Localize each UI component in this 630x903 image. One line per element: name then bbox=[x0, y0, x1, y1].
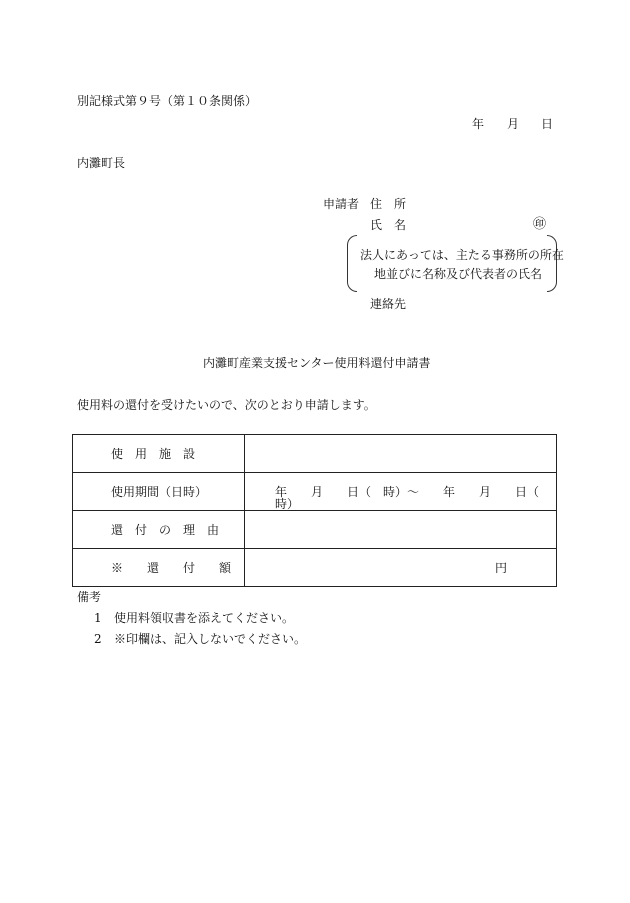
left-bracket bbox=[347, 235, 357, 292]
refund-amount-label: ※ 還 付 額 bbox=[111, 561, 232, 575]
row-label-cell bbox=[73, 511, 245, 549]
period-value: 年 月 日（ 時）～ 年 月 日（ 時） bbox=[275, 485, 552, 511]
applicant-label: 申請者 bbox=[323, 197, 360, 211]
row-label-cell bbox=[73, 549, 245, 587]
table-row bbox=[73, 549, 557, 587]
facility-label: 使 用 施 設 bbox=[111, 447, 196, 461]
row-label-cell bbox=[73, 435, 245, 473]
remark-2-text: ※印欄は、記入しないでください。 bbox=[114, 632, 307, 646]
date-month-label: 月 bbox=[507, 117, 520, 131]
date-year-label: 年 bbox=[472, 117, 485, 131]
period-value-cell[interactable] bbox=[245, 473, 557, 511]
contact-label: 連絡先 bbox=[370, 297, 407, 311]
corporation-note-line2: 地並びに名称及び代表者の氏名 bbox=[374, 267, 543, 281]
remarks-title: 備考 bbox=[77, 590, 102, 604]
date-day-label: 日 bbox=[541, 117, 554, 131]
table-row bbox=[73, 511, 557, 549]
seal-mark: ㊞ bbox=[533, 217, 547, 232]
address-label: 住 所 bbox=[370, 197, 407, 211]
refund-amount-value-cell[interactable] bbox=[245, 549, 557, 587]
row-label-cell bbox=[73, 473, 245, 511]
yen-label: 円 bbox=[495, 561, 508, 575]
table-row bbox=[73, 435, 557, 473]
corporation-note-line1: 法人にあっては、主たる事務所の所在 bbox=[360, 248, 564, 262]
remark-1-number: 1 bbox=[94, 611, 102, 625]
period-label: 使用期間（日時） bbox=[111, 485, 208, 499]
intro-text: 使用料の還付を受けたいので、次のとおり申請します。 bbox=[77, 398, 376, 412]
addressee: 内灘町長 bbox=[77, 156, 126, 170]
remark-2-number: 2 bbox=[94, 632, 102, 646]
reason-label: 還 付 の 理 由 bbox=[111, 523, 220, 537]
application-table bbox=[72, 434, 557, 587]
corporation-note bbox=[347, 235, 564, 292]
remark-1-text: 使用料領収書を添えてください。 bbox=[114, 611, 295, 625]
right-bracket bbox=[547, 235, 557, 292]
form-number: 別記様式第９号（第１０条関係） bbox=[77, 94, 258, 108]
table-row bbox=[73, 473, 557, 511]
reason-value-cell[interactable] bbox=[245, 511, 557, 549]
document-title: 内灘町産業支援センター使用料還付申請書 bbox=[203, 356, 431, 370]
name-label: 氏 名 bbox=[370, 218, 407, 232]
facility-value-cell[interactable] bbox=[245, 435, 557, 473]
